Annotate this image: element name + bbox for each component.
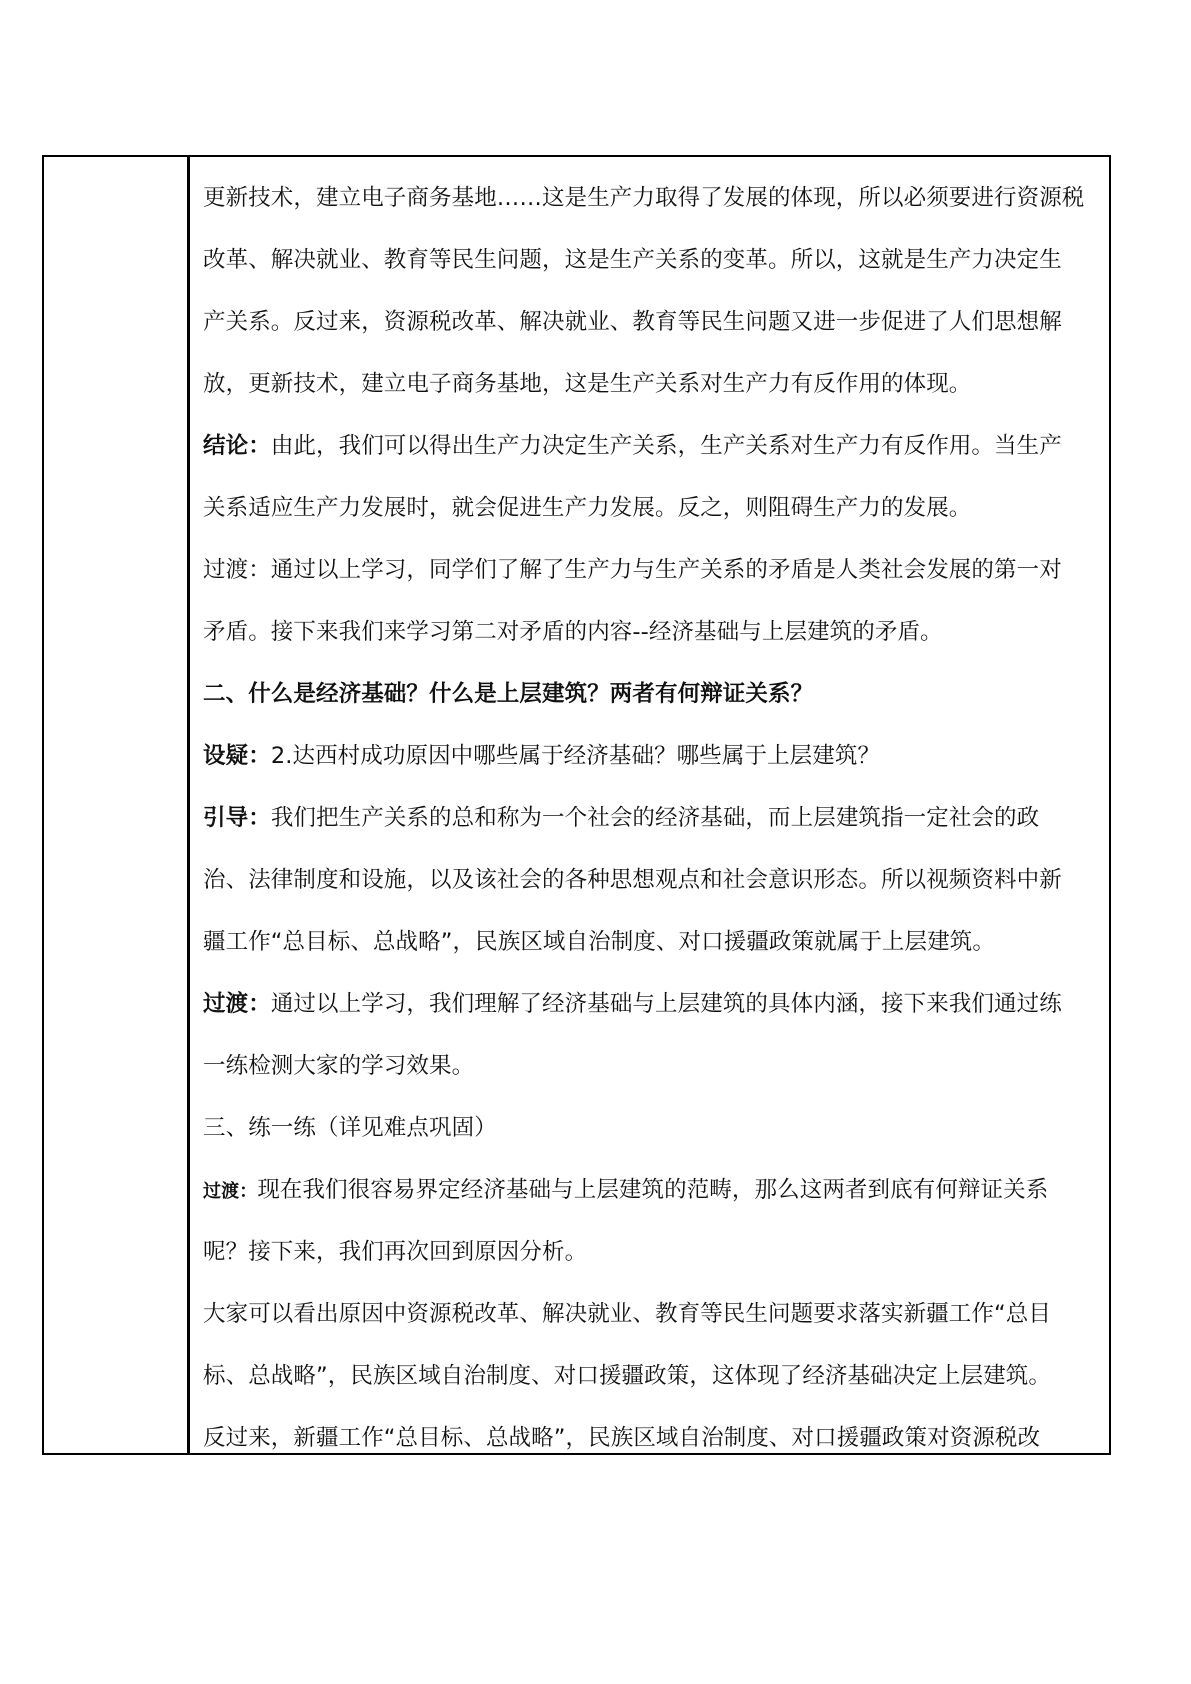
text-line: 一练检测大家的学习效果。 — [203, 1053, 475, 1079]
text-line: 矛盾。接下来我们来学习第二对矛盾的内容--经济基础与上层建筑的矛盾。 — [203, 619, 943, 645]
text-line: 治、法律制度和设施，以及该社会的各种思想观点和社会意识形态。所以视频资料中新 — [203, 867, 1062, 893]
text-line: 大家可以看出原因中资源税改革、解决就业、教育等民生问题要求落实新疆工作“总目 — [203, 1301, 1051, 1327]
text-line: 标、总战略”，民族区域自治制度、对口援疆政策，这体现了经济基础决定上层建筑。 — [203, 1363, 1051, 1389]
text-line: 更新技术，建立电子商务基地……这是生产力取得了发展的体现，所以必须要进行资源税 — [203, 185, 1085, 211]
section-heading: 二、什么是经济基础？什么是上层建筑？两者有何辩证关系？ — [203, 681, 814, 707]
conclusion-line: 结论：由此，我们可以得出生产力决定生产关系，生产关系对生产力有反作用。当生产 — [203, 433, 1062, 459]
transition-label: 过渡： — [203, 991, 271, 1017]
text-line: 关系适应生产力发展时，就会促进生产力发展。反之，则阻碍生产力的发展。 — [203, 495, 972, 521]
transition-line: 过渡：现在我们很容易界定经济基础与上层建筑的范畴，那么这两者到底有何辩证关系 — [203, 1177, 1049, 1203]
section-heading: 三、练一练（详见难点巩固） — [203, 1115, 497, 1141]
text-line: 产关系。反过来，资源税改革、解决就业、教育等民生问题又进一步促进了人们思想解 — [203, 309, 1062, 335]
table-left-cell — [44, 157, 190, 1453]
lesson-table — [42, 155, 1111, 1455]
transition-line: 过渡：通过以上学习，同学们了解了生产力与生产关系的矛盾是人类社会发展的第一对 — [203, 557, 1062, 583]
guide-label: 引导： — [203, 805, 271, 831]
question-label: 设疑： — [203, 743, 271, 769]
text-line: 疆工作“总目标、总战略”，民族区域自治制度、对口援疆政策就属于上层建筑。 — [203, 929, 995, 955]
guide-line: 引导：我们把生产关系的总和称为一个社会的经济基础，而上层建筑指一定社会的政 — [203, 805, 1040, 831]
text-line: 改革、解决就业、教育等民生问题，这是生产关系的变革。所以，这就是生产力决定生 — [203, 247, 1062, 273]
text-line: 反过来，新疆工作“总目标、总战略”，民族区域自治制度、对口援疆政策对资源税改 — [203, 1425, 1041, 1451]
text-line: 放，更新技术，建立电子商务基地，这是生产关系对生产力有反作用的体现。 — [203, 371, 972, 397]
table-content-cell — [193, 157, 1109, 1453]
transition-label: 过渡： — [203, 1181, 258, 1202]
transition-line: 过渡：通过以上学习，我们理解了经济基础与上层建筑的具体内涵，接下来我们通过练 — [203, 991, 1062, 1017]
question-line: 设疑：2.达西村成功原因中哪些属于经济基础？哪些属于上层建筑？ — [203, 743, 881, 769]
conclusion-label: 结论： — [203, 433, 271, 459]
text-line: 呢？接下来，我们再次回到原因分析。 — [203, 1239, 588, 1265]
